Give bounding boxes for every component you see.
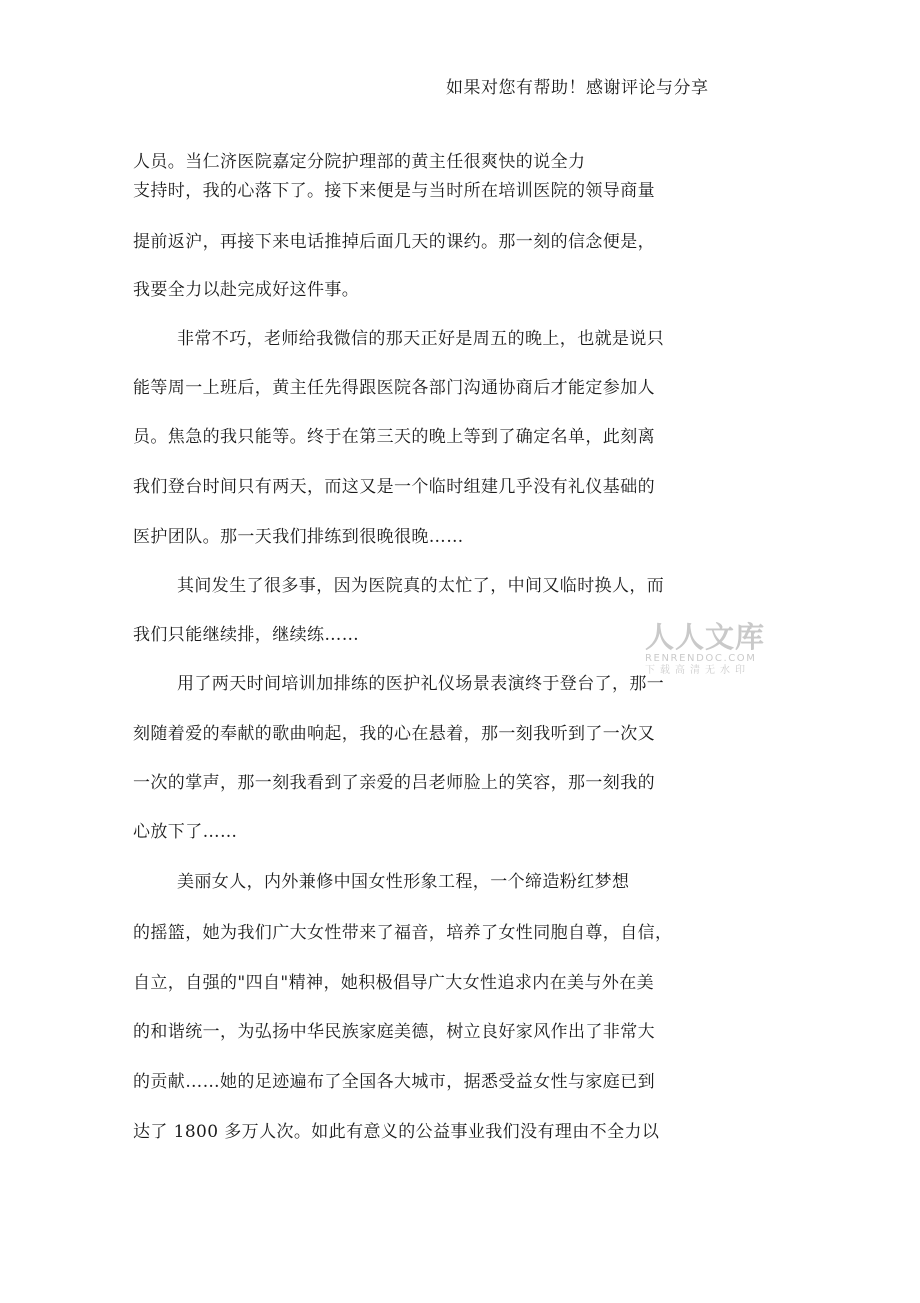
text-line: 美丽女人，内外兼修中国女性形象工程，一个缔造粉红梦想 bbox=[177, 872, 630, 892]
text-line: 支持时，我的心落下了。接下来便是与当时所在培训医院的领导商量 bbox=[133, 181, 655, 201]
watermark-subtitle: 下载高清无水印 bbox=[645, 665, 750, 676]
watermark-domain: RENRENDOC.COM bbox=[645, 653, 757, 664]
text-line: 我要全力以赴完成好这件事。 bbox=[133, 280, 360, 300]
text-line: 医护团队。那一天我们排练到很晚很晚…… bbox=[133, 527, 464, 547]
text-line: 一次的掌声，那一刻我看到了亲爱的吕老师脸上的笑容，那一刻我的 bbox=[133, 773, 655, 793]
text-line: 其间发生了很多事，因为医院真的太忙了，中间又临时换人，而 bbox=[177, 576, 665, 596]
text-line: 人员。当仁济医院嘉定分院护理部的黄主任很爽快的说全力 bbox=[133, 152, 586, 172]
header-note: 如果对您有帮助！感谢评论与分享 bbox=[446, 78, 709, 98]
watermark-logo bbox=[645, 622, 775, 686]
text-line: 我们只能继续排，继续练…… bbox=[133, 625, 360, 645]
text-line: 非常不巧，老师给我微信的那天正好是周五的晚上，也就是说只 bbox=[177, 329, 665, 349]
text-line: 心放下了…… bbox=[133, 822, 238, 842]
text-line: 达了 1800 多万人次。如此有意义的公益事业我们没有理由不全力以 bbox=[133, 1122, 660, 1142]
text-line: 自立，自强的"四自"精神，她积极倡导广大女性追求内在美与外在美 bbox=[133, 973, 655, 993]
text-line: 的贡献……她的足迹遍布了全国各大城市，据悉受益女性与家庭已到 bbox=[133, 1072, 655, 1092]
text-line: 能等周一上班后，黄主任先得跟医院各部门沟通协商后才能定参加人 bbox=[133, 378, 655, 398]
text-line: 的和谐统一，为弘扬中华民族家庭美德，树立良好家风作出了非常大 bbox=[133, 1022, 655, 1042]
text-line: 的摇篮，她为我们广大女性带来了福音，培养了女性同胞自尊，自信， bbox=[133, 923, 673, 943]
text-line: 刻随着爱的奉献的歌曲响起，我的心在悬着，那一刻我听到了一次又 bbox=[133, 724, 655, 744]
watermark-title: 人人文库 bbox=[645, 620, 766, 654]
text-line: 员。焦急的我只能等。终于在第三天的晚上等到了确定名单，此刻离 bbox=[133, 427, 655, 447]
text-line: 用了两天时间培训加排练的医护礼仪场景表演终于登台了，那一 bbox=[177, 674, 665, 694]
text-line: 提前返沪，再接下来电话推掉后面几天的课约。那一刻的信念便是， bbox=[133, 232, 655, 252]
text-line: 我们登台时间只有两天，而这又是一个临时组建几乎没有礼仪基础的 bbox=[133, 477, 655, 497]
